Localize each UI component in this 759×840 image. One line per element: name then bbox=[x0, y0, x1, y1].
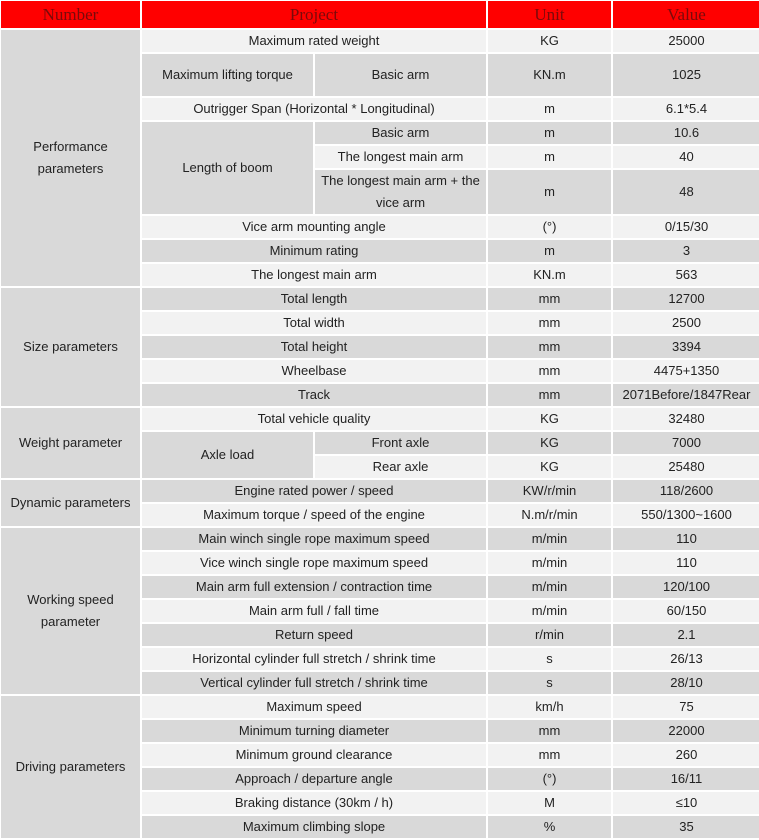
section-name: Working speed parameter bbox=[0, 527, 141, 695]
project-group: Length of boom bbox=[141, 121, 314, 215]
unit-cell: M bbox=[487, 791, 612, 815]
unit-cell: mm bbox=[487, 335, 612, 359]
section-name: Dynamic parameters bbox=[0, 479, 141, 527]
value-cell: ≤10 bbox=[612, 791, 759, 815]
unit-cell: KW/r/min bbox=[487, 479, 612, 503]
value-cell: 10.6 bbox=[612, 121, 759, 145]
unit-cell: KN.m bbox=[487, 53, 612, 97]
value-cell: 120/100 bbox=[612, 575, 759, 599]
value-cell: 22000 bbox=[612, 719, 759, 743]
unit-cell: KG bbox=[487, 431, 612, 455]
project-cell: Vertical cylinder full stretch / shrink time bbox=[141, 671, 487, 695]
unit-cell: KN.m bbox=[487, 263, 612, 287]
value-cell: 3 bbox=[612, 239, 759, 263]
unit-cell: s bbox=[487, 671, 612, 695]
project-cell: Minimum turning diameter bbox=[141, 719, 487, 743]
unit-cell: mm bbox=[487, 743, 612, 767]
table-row bbox=[0, 407, 759, 431]
value-cell: 16/11 bbox=[612, 767, 759, 791]
project-cell: Horizontal cylinder full stretch / shrink time bbox=[141, 647, 487, 671]
value-cell: 25480 bbox=[612, 455, 759, 479]
table-row bbox=[0, 29, 759, 53]
project-cell: Approach / departure angle bbox=[141, 767, 487, 791]
value-cell: 6.1*5.4 bbox=[612, 97, 759, 121]
unit-cell: N.m/r/min bbox=[487, 503, 612, 527]
section-name: Driving parameters bbox=[0, 695, 141, 839]
unit-cell: m/min bbox=[487, 599, 612, 623]
project-cell: Total vehicle quality bbox=[141, 407, 487, 431]
unit-cell: m/min bbox=[487, 551, 612, 575]
value-cell: 35 bbox=[612, 815, 759, 839]
value-cell: 7000 bbox=[612, 431, 759, 455]
project-cell: Vice winch single rope maximum speed bbox=[141, 551, 487, 575]
unit-cell: (°) bbox=[487, 767, 612, 791]
section-name: Size parameters bbox=[0, 287, 141, 407]
project-cell: Minimum rating bbox=[141, 239, 487, 263]
project-cell: Main winch single rope maximum speed bbox=[141, 527, 487, 551]
project-cell: Main arm full / fall time bbox=[141, 599, 487, 623]
project-cell: Maximum torque / speed of the engine bbox=[141, 503, 487, 527]
project-subitem: The longest main arm bbox=[314, 145, 487, 169]
value-cell: 28/10 bbox=[612, 671, 759, 695]
unit-cell: mm bbox=[487, 311, 612, 335]
table-row bbox=[0, 527, 759, 551]
value-cell: 2.1 bbox=[612, 623, 759, 647]
unit-cell: KG bbox=[487, 29, 612, 53]
unit-cell: m/min bbox=[487, 527, 612, 551]
unit-cell: m bbox=[487, 121, 612, 145]
value-cell: 1025 bbox=[612, 53, 759, 97]
project-cell: Maximum speed bbox=[141, 695, 487, 719]
value-cell: 4475+1350 bbox=[612, 359, 759, 383]
value-cell: 75 bbox=[612, 695, 759, 719]
value-cell: 2071Before/1847Rear bbox=[612, 383, 759, 407]
project-cell: Total width bbox=[141, 311, 487, 335]
unit-cell: % bbox=[487, 815, 612, 839]
project-group: Maximum lifting torque bbox=[141, 53, 314, 97]
value-cell: 60/150 bbox=[612, 599, 759, 623]
value-cell: 118/2600 bbox=[612, 479, 759, 503]
value-cell: 110 bbox=[612, 527, 759, 551]
table-row bbox=[0, 695, 759, 719]
project-cell: Track bbox=[141, 383, 487, 407]
table-row bbox=[0, 479, 759, 503]
unit-cell: KG bbox=[487, 407, 612, 431]
value-cell: 110 bbox=[612, 551, 759, 575]
value-cell: 0/15/30 bbox=[612, 215, 759, 239]
unit-cell: (°) bbox=[487, 215, 612, 239]
unit-cell: m bbox=[487, 97, 612, 121]
header-row bbox=[0, 0, 759, 29]
project-cell: Total height bbox=[141, 335, 487, 359]
unit-cell: mm bbox=[487, 383, 612, 407]
value-cell: 48 bbox=[612, 169, 759, 215]
project-cell: Maximum rated weight bbox=[141, 29, 487, 53]
project-subitem: Front axle bbox=[314, 431, 487, 455]
unit-cell: mm bbox=[487, 719, 612, 743]
section-name: Weight parameter bbox=[0, 407, 141, 479]
project-cell: Main arm full extension / contraction time bbox=[141, 575, 487, 599]
project-cell: Outrigger Span (Horizontal * Longitudinal) bbox=[141, 97, 487, 121]
unit-cell: m bbox=[487, 169, 612, 215]
header-number: Number bbox=[0, 0, 141, 29]
header-unit: Unit bbox=[487, 0, 612, 29]
project-subitem: Basic arm bbox=[314, 53, 487, 97]
unit-cell: mm bbox=[487, 287, 612, 311]
unit-cell: mm bbox=[487, 359, 612, 383]
value-cell: 260 bbox=[612, 743, 759, 767]
header-project: Project bbox=[141, 0, 487, 29]
table-row bbox=[0, 287, 759, 311]
value-cell: 2500 bbox=[612, 311, 759, 335]
value-cell: 40 bbox=[612, 145, 759, 169]
value-cell: 32480 bbox=[612, 407, 759, 431]
project-cell: Maximum climbing slope bbox=[141, 815, 487, 839]
value-cell: 3394 bbox=[612, 335, 759, 359]
project-cell: The longest main arm bbox=[141, 263, 487, 287]
value-cell: 12700 bbox=[612, 287, 759, 311]
section-name: Performance parameters bbox=[0, 29, 141, 287]
project-subitem: Rear axle bbox=[314, 455, 487, 479]
unit-cell: s bbox=[487, 647, 612, 671]
project-subitem: The longest main arm + the vice arm bbox=[314, 169, 487, 215]
unit-cell: m bbox=[487, 145, 612, 169]
project-group: Axle load bbox=[141, 431, 314, 479]
unit-cell: r/min bbox=[487, 623, 612, 647]
unit-cell: km/h bbox=[487, 695, 612, 719]
unit-cell: m bbox=[487, 239, 612, 263]
table-body bbox=[0, 29, 759, 839]
project-cell: Braking distance (30km / h) bbox=[141, 791, 487, 815]
value-cell: 26/13 bbox=[612, 647, 759, 671]
project-cell: Total length bbox=[141, 287, 487, 311]
project-cell: Return speed bbox=[141, 623, 487, 647]
header-value: Value bbox=[612, 0, 759, 29]
unit-cell: m/min bbox=[487, 575, 612, 599]
value-cell: 550/1300~1600 bbox=[612, 503, 759, 527]
value-cell: 563 bbox=[612, 263, 759, 287]
project-cell: Vice arm mounting angle bbox=[141, 215, 487, 239]
project-cell: Wheelbase bbox=[141, 359, 487, 383]
unit-cell: KG bbox=[487, 455, 612, 479]
project-cell: Minimum ground clearance bbox=[141, 743, 487, 767]
project-subitem: Basic arm bbox=[314, 121, 487, 145]
value-cell: 25000 bbox=[612, 29, 759, 53]
project-cell: Engine rated power / speed bbox=[141, 479, 487, 503]
